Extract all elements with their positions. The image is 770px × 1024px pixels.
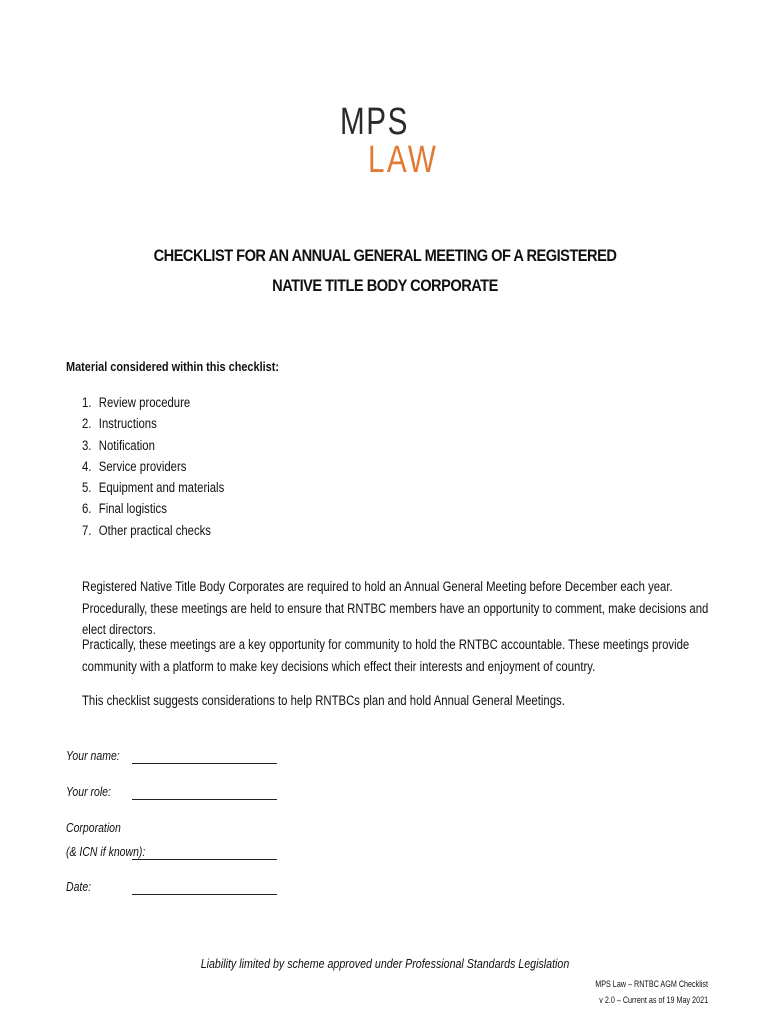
- contents-item-label: Service providers: [98, 458, 187, 474]
- corporation-label: Corporation: [66, 821, 121, 835]
- contents-item-label: Instructions: [98, 416, 157, 432]
- contents-item-number: 5.: [82, 480, 92, 496]
- icn-label: (& ICN if known):: [66, 845, 146, 859]
- intro-paragraph-3: This checklist suggests considerations to help RNTBCs plan and hold Annual General Meetings.: [82, 693, 565, 708]
- contents-item: [82, 456, 224, 477]
- contents-item-label: Review procedure: [98, 395, 191, 410]
- your-name-field[interactable]: [132, 750, 277, 764]
- contents-item-number: 6.: [82, 501, 92, 517]
- contents-item-label: Notification: [98, 437, 155, 453]
- contents-item-label: Final logistics: [98, 501, 167, 517]
- mps-law-logo: [340, 102, 450, 182]
- logo-text-mps: MPS: [340, 101, 409, 143]
- date-label: Date:: [66, 880, 92, 894]
- contents-list: [82, 392, 251, 541]
- corporation-field[interactable]: [132, 846, 277, 860]
- liability-statement: Liability limited by scheme approved under Professional Standards Legislation: [200, 956, 570, 971]
- intro-paragraph-1: Registered Native Title Body Corporates are required to hold an Annual General Meeting before December each year. Procedurally, these meetings are held to ensure that RNTBC members have an opportunity to comment, make decisions and elect directors.: [82, 579, 709, 637]
- contents-item: [82, 520, 224, 541]
- contents-item: [82, 435, 224, 456]
- contents-item: [82, 413, 224, 434]
- document-title-line-1: CHECKLIST FOR AN ANNUAL GENERAL MEETING OF A REGISTERED: [153, 246, 617, 265]
- contents-item-number: 1.: [82, 395, 92, 410]
- contents-item: [82, 392, 224, 413]
- date-field[interactable]: [132, 881, 277, 895]
- contents-item-number: 3.: [82, 437, 92, 453]
- intro-paragraph-2: Practically, these meetings are a key opportunity for community to hold the RNTBC accountable. These meetings provide community with a platform to make key decisions which effect their interests and enjoyment of country.: [82, 637, 690, 674]
- contents-heading: Material considered within this checklist:: [66, 359, 280, 374]
- version-footer: v 2.0 – Current as of 19 May 2021: [599, 995, 708, 1005]
- contents-item-number: 7.: [82, 522, 92, 538]
- document-title-line-2: NATIVE TITLE BODY CORPORATE: [272, 276, 498, 295]
- contents-item-label: Other practical checks: [98, 522, 211, 538]
- contents-item: [82, 477, 224, 498]
- your-name-label: Your name:: [66, 749, 120, 763]
- document-name-footer: MPS Law – RNTBC AGM Checklist: [595, 979, 708, 989]
- contents-item-number: 2.: [82, 416, 92, 432]
- contents-item-number: 4.: [82, 458, 92, 474]
- your-role-label: Your role:: [66, 785, 111, 799]
- your-role-field[interactable]: [132, 786, 277, 800]
- contents-item: [82, 498, 224, 519]
- logo-text-law: LAW: [368, 139, 439, 181]
- contents-item-label: Equipment and materials: [98, 480, 225, 496]
